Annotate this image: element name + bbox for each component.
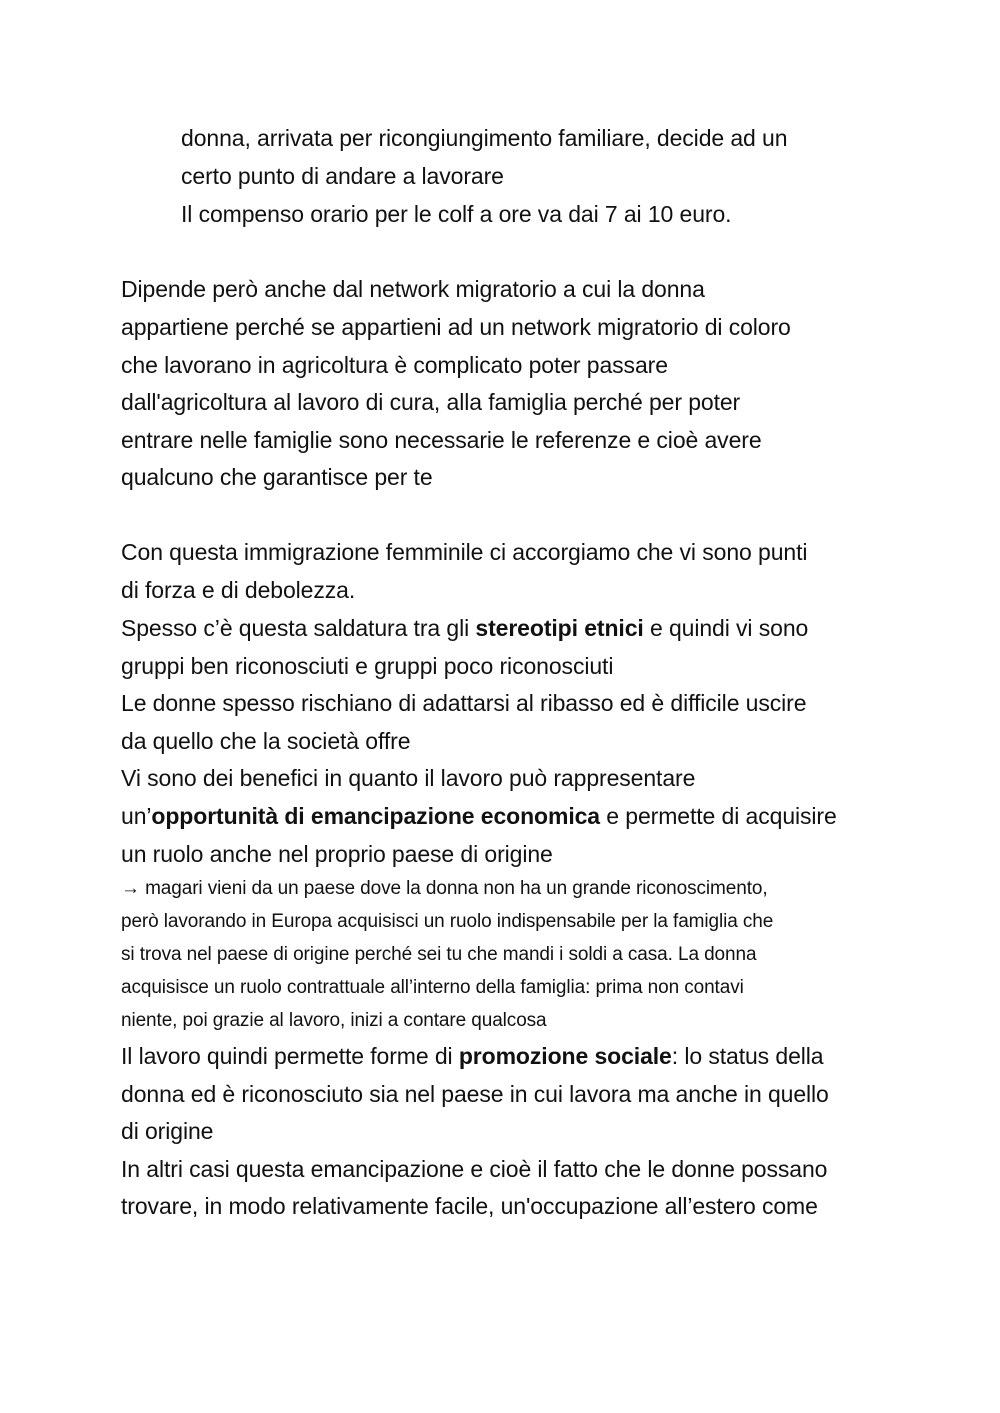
- network-line-5: entrare nelle famiglie sono necessarie le referenze e cioè avere: [121, 427, 762, 453]
- intro-line-3: Il compenso orario per le colf a ore va dai 7 ai 10 euro.: [181, 201, 732, 227]
- network-line-4: dall'agricoltura al lavoro di cura, alla famiglia perché per poter: [121, 389, 741, 415]
- note-line-2: però lavorando in Europa acquisisci un ruolo indispensabile per la famiglia che: [121, 911, 774, 932]
- promozione-after: : lo status della: [671, 1043, 824, 1069]
- stereotipi-line-1: [121, 613, 808, 643]
- stereotipi-before: Spesso c’è questa saldatura tra gli: [121, 615, 476, 641]
- network-line-6: qualcuno che garantisce per te: [121, 464, 433, 490]
- ribasso-line-1: Le donne spesso rischiano di adattarsi al ribasso ed è difficile uscire: [121, 690, 807, 716]
- stereotipi-after: e quindi vi sono: [643, 615, 809, 641]
- note-line-1: → magari vieni da un paese dove la donna non ha un grande riconoscimento,: [121, 878, 768, 899]
- intro-line-1: donna, arrivata per ricongiungimento familiare, decide ad un: [181, 125, 788, 151]
- network-line-2: appartiene perché se appartieni ad un network migratorio di coloro: [121, 314, 791, 340]
- promozione-line-3: di origine: [121, 1118, 214, 1144]
- benefici-line-3: un ruolo anche nel proprio paese di origine: [121, 841, 553, 867]
- note-line-5: niente, poi grazie al lavoro, inizi a contare qualcosa: [121, 1010, 547, 1031]
- ribasso-line-2: da quello che la società offre: [121, 728, 411, 754]
- forza-line-2: di forza e di debolezza.: [121, 577, 356, 603]
- note-line-4: acquisisce un ruolo contrattuale all’interno della famiglia: prima non contavi: [121, 977, 744, 998]
- network-line-3: che lavorano in agricoltura è complicato poter passare: [121, 352, 668, 378]
- benefici-bold: opportunità di emancipazione economica: [151, 803, 601, 829]
- forza-line-1: Con questa immigrazione femminile ci accorgiamo che vi sono punti: [121, 539, 808, 565]
- network-line-1: Dipende però anche dal network migratorio a cui la donna: [121, 276, 705, 302]
- altri-casi-line-2: trovare, in modo relativamente facile, un'occupazione all’estero come: [121, 1193, 818, 1219]
- stereotipi-bold: stereotipi etnici: [475, 615, 644, 641]
- benefici-line-1: Vi sono dei benefici in quanto il lavoro può rappresentare: [121, 765, 696, 791]
- benefici-after: e permette di acquisire: [600, 803, 837, 829]
- promozione-line-2: donna ed è riconosciuto sia nel paese in cui lavora ma anche in quello: [121, 1081, 829, 1107]
- promozione-before: Il lavoro quindi permette forme di: [121, 1043, 459, 1069]
- stereotipi-line-2: gruppi ben riconosciuti e gruppi poco riconosciuti: [121, 653, 614, 679]
- intro-line-2: certo punto di andare a lavorare: [181, 163, 504, 189]
- altri-casi-line-1: In altri casi questa emancipazione e cioè il fatto che le donne possano: [121, 1156, 828, 1182]
- promozione-bold: promozione sociale: [458, 1043, 672, 1069]
- benefici-line-2: [121, 801, 837, 831]
- promozione-line-1: [121, 1041, 823, 1071]
- benefici-before: un’: [121, 803, 152, 829]
- note-line-3: si trova nel paese di origine perché sei tu che mandi i soldi a casa. La donna: [121, 944, 757, 965]
